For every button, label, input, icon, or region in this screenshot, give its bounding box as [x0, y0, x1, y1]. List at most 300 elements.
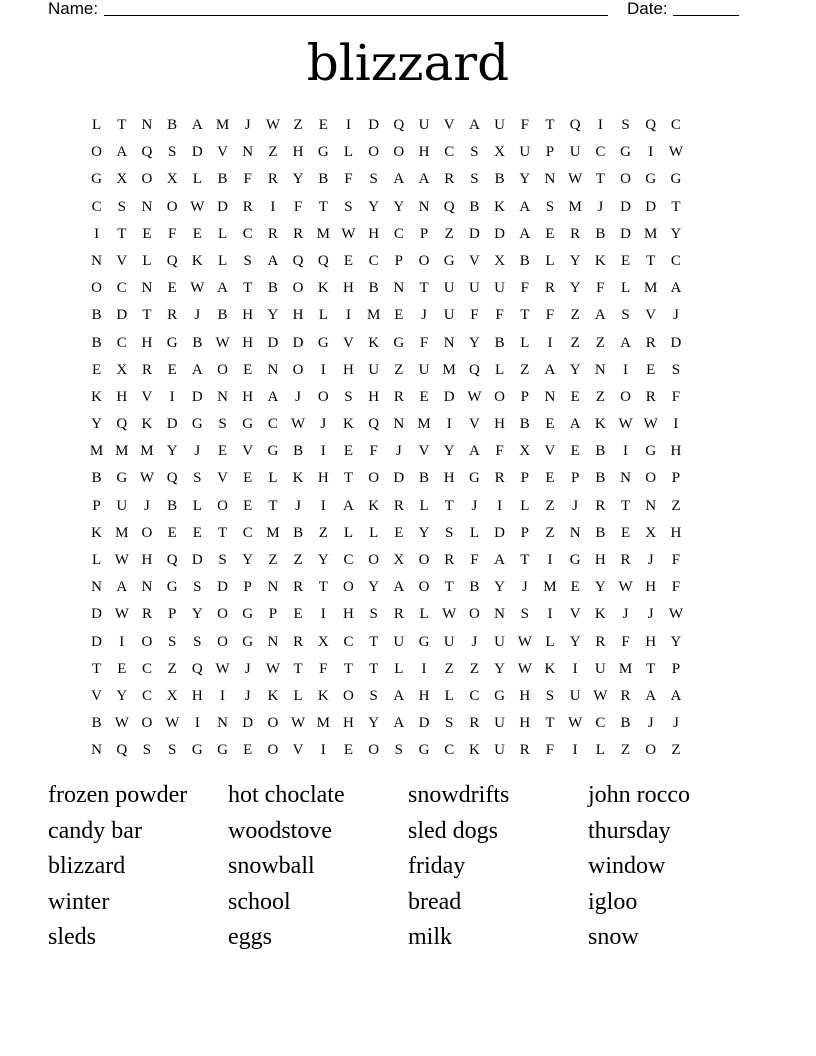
grid-letter: V [645, 307, 657, 324]
grid-letter: R [267, 225, 278, 242]
letter-grid [84, 112, 744, 765]
grid-letter: W [114, 552, 129, 568]
grid-letter: Y [494, 660, 506, 677]
grid-letter: Y [191, 606, 203, 623]
grid-letter: R [267, 171, 278, 188]
grid-letter: J [672, 307, 679, 324]
grid-letter: G [443, 252, 455, 269]
grid-letter: S [167, 742, 177, 759]
grid-letter: T [369, 633, 379, 650]
grid-letter: M [644, 225, 658, 242]
grid-letter: C [393, 225, 404, 242]
grid-letter: L [520, 497, 530, 514]
grid-letter: I [572, 742, 578, 759]
grid-letter: A [217, 280, 228, 297]
grid-row [84, 683, 744, 710]
word-bank-item: sleds [48, 924, 96, 950]
grid-letter: L [419, 497, 429, 514]
grid-letter: O [418, 579, 430, 596]
grid-letter: D [191, 144, 203, 161]
grid-letter: E [570, 388, 580, 405]
grid-letter: J [295, 497, 302, 514]
grid-letter: K [317, 280, 329, 297]
grid-letter: H [368, 225, 380, 242]
grid-letter: D [191, 552, 203, 568]
grid-letter: W [467, 388, 482, 405]
grid-letter: N [217, 388, 228, 405]
grid-letter: J [144, 497, 150, 514]
grid-letter: P [92, 497, 101, 514]
grid-letter: C [595, 144, 606, 161]
grid-letter: R [293, 225, 304, 242]
grid-letter: D [292, 334, 304, 351]
grid-letter: W [341, 225, 356, 242]
grid-letter: U [569, 687, 581, 704]
grid-letter: Z [444, 225, 454, 242]
grid-letter: T [595, 171, 605, 188]
grid-letter: G [191, 742, 203, 759]
grid-letter: W [442, 606, 457, 623]
grid-letter: O [418, 552, 430, 568]
grid-letter: J [647, 552, 654, 568]
grid-letter: T [318, 198, 328, 215]
grid-letter: H [292, 307, 304, 324]
grid-letter: J [395, 443, 402, 460]
grid-letter: E [167, 361, 177, 378]
grid-letter: D [670, 334, 682, 351]
grid-letter: H [317, 470, 329, 487]
grid-letter: S [344, 388, 353, 405]
grid-letter: H [242, 307, 254, 324]
grid-letter: J [471, 633, 478, 650]
grid-letter: G [317, 334, 329, 351]
grid-letter: F [596, 280, 605, 297]
grid-letter: L [92, 117, 102, 133]
grid-letter: W [114, 606, 129, 623]
grid-letter: U [494, 742, 506, 759]
grid-letter: W [215, 660, 230, 677]
grid-letter: G [620, 144, 631, 161]
grid-letter: I [169, 388, 175, 405]
grid-letter: Q [443, 198, 455, 215]
grid-letter: L [394, 660, 404, 677]
grid-letter: O [217, 497, 228, 514]
grid-letter: G [645, 443, 657, 460]
grid-letter: A [594, 307, 606, 324]
grid-letter: P [268, 606, 278, 623]
grid-letter: I [345, 117, 351, 133]
grid-letter: A [519, 225, 531, 242]
grid-letter: S [394, 742, 404, 759]
grid-letter: X [166, 687, 178, 704]
grid-letter: N [267, 361, 279, 378]
grid-letter: K [343, 416, 354, 433]
grid-letter: U [468, 280, 480, 297]
grid-letter: A [670, 280, 682, 297]
grid-letter: T [620, 497, 631, 514]
grid-row [84, 166, 744, 193]
grid-letter: A [343, 497, 354, 514]
grid-letter: J [597, 198, 604, 215]
grid-letter: L [520, 334, 530, 351]
grid-letter: T [646, 660, 656, 677]
grid-letter: G [494, 687, 506, 704]
grid-letter: N [594, 361, 606, 378]
grid-letter: E [192, 524, 202, 541]
grid-letter: E [545, 225, 555, 242]
grid-letter: A [393, 171, 405, 188]
word-bank-item: blizzard [48, 853, 126, 879]
grid-row [84, 112, 744, 139]
grid-letter: L [268, 470, 278, 487]
grid-letter: S [621, 307, 630, 324]
grid-letter: I [497, 497, 503, 514]
grid-letter: C [444, 742, 455, 759]
grid-letter: T [318, 579, 328, 596]
grid-letter: S [167, 144, 177, 161]
grid-letter: D [645, 198, 657, 215]
grid-letter: Y [443, 443, 455, 460]
grid-letter: V [544, 443, 556, 460]
grid-letter: K [544, 660, 556, 677]
grid-letter: S [621, 117, 630, 133]
grid-letter: R [293, 579, 304, 596]
grid-letter: K [594, 606, 606, 623]
grid-letter: S [218, 416, 227, 433]
grid-letter: T [545, 715, 555, 732]
word-bank-item: thursday [588, 817, 671, 844]
grid-letter: B [167, 117, 178, 133]
grid-letter: H [242, 334, 254, 351]
grid-letter: G [670, 171, 682, 188]
grid-letter: L [343, 524, 354, 541]
word-bank-item: snow [588, 924, 639, 950]
grid-letter: J [521, 579, 528, 596]
grid-letter: X [494, 144, 506, 161]
grid-letter: H [594, 552, 606, 568]
grid-letter: E [620, 524, 631, 541]
grid-letter: F [369, 443, 378, 460]
grid-letter: N [418, 198, 430, 215]
grid-letter: U [569, 144, 581, 161]
grid-letter: R [645, 334, 656, 351]
grid-letter: I [320, 443, 326, 460]
grid-letter: O [317, 388, 329, 405]
grid-letter: D [116, 307, 128, 324]
grid-letter: G [242, 606, 254, 623]
grid-letter: E [646, 361, 656, 378]
grid-letter: G [418, 742, 430, 759]
grid-letter: H [141, 552, 153, 568]
grid-letter: B [519, 416, 530, 433]
grid-letter: Y [292, 171, 304, 188]
grid-letter: I [673, 416, 679, 433]
date-label: Date: [627, 0, 668, 18]
grid-letter: O [217, 361, 228, 378]
grid-letter: G [116, 470, 128, 487]
grid-letter: L [293, 687, 303, 704]
grid-letter: Z [620, 742, 631, 759]
grid-letter: J [647, 606, 654, 623]
grid-letter: E [545, 470, 555, 487]
grid-letter: N [217, 715, 228, 732]
word-bank-item: hot choclate [228, 782, 345, 808]
grid-letter: W [517, 633, 532, 650]
grid-letter: R [167, 307, 178, 324]
grid-letter: P [570, 470, 580, 487]
grid-letter: O [620, 388, 631, 405]
grid-letter: Z [293, 552, 303, 568]
grid-letter: B [91, 715, 102, 732]
grid-letter: S [545, 198, 555, 215]
grid-letter: Z [318, 524, 328, 541]
grid-letter: O [267, 715, 279, 732]
grid-letter: P [520, 524, 529, 541]
grid-letter: A [670, 687, 682, 704]
grid-letter: X [317, 633, 329, 650]
grid-letter: L [495, 361, 505, 378]
grid-letter: V [468, 252, 480, 269]
grid-letter: R [293, 633, 304, 650]
grid-letter: D [620, 198, 631, 215]
grid-letter: U [494, 715, 506, 732]
grid-letter: B [469, 579, 480, 596]
grid-letter: B [494, 334, 505, 351]
grid-letter: T [444, 579, 454, 596]
grid-letter: E [343, 252, 354, 269]
grid-letter: P [520, 388, 529, 405]
word-bank-item: school [228, 888, 291, 915]
grid-row [84, 275, 744, 302]
grid-letter: H [519, 687, 531, 704]
grid-letter: J [295, 388, 302, 405]
grid-letter: H [292, 144, 304, 161]
grid-letter: U [494, 280, 506, 297]
grid-letter: G [166, 334, 178, 351]
grid-letter: K [468, 742, 480, 759]
grid-letter: W [291, 416, 306, 433]
grid-letter: B [192, 334, 203, 351]
grid-letter: B [293, 524, 304, 541]
grid-letter: X [494, 252, 506, 269]
grid-letter: D [91, 606, 103, 623]
grid-letter: V [116, 252, 128, 269]
grid-letter: B [267, 280, 278, 297]
grid-letter: D [191, 388, 203, 405]
grid-letter: F [293, 198, 303, 215]
grid-letter: O [141, 715, 153, 732]
grid-letter: O [267, 742, 279, 759]
grid-letter: E [192, 225, 202, 242]
grid-letter: B [368, 280, 379, 297]
grid-letter: I [623, 361, 629, 378]
grid-letter: T [545, 117, 555, 133]
grid-letter: B [217, 171, 228, 188]
grid-letter: N [91, 252, 103, 269]
grid-letter: V [242, 443, 254, 460]
grid-letter: W [643, 416, 658, 433]
grid-letter: I [194, 715, 200, 732]
grid-letter: Z [444, 660, 454, 677]
grid-letter: L [419, 606, 429, 623]
grid-letter: H [418, 687, 430, 704]
grid-letter: H [141, 334, 153, 351]
grid-letter: C [141, 660, 152, 677]
grid-letter: L [318, 307, 328, 324]
grid-letter: E [620, 252, 631, 269]
grid-letter: V [443, 117, 455, 133]
grid-letter: U [443, 280, 455, 297]
grid-letter: B [469, 198, 480, 215]
grid-letter: F [671, 388, 681, 405]
grid-letter: E [243, 361, 253, 378]
grid-letter: I [547, 606, 553, 623]
grid-letter: N [141, 280, 153, 297]
grid-letter: J [672, 715, 679, 732]
grid-letter: S [520, 606, 529, 623]
grid-letter: T [419, 280, 429, 297]
grid-letter: G [217, 742, 228, 759]
grid-letter: A [116, 144, 128, 161]
grid-letter: O [217, 633, 228, 650]
grid-letter: B [167, 497, 178, 514]
grid-letter: J [244, 687, 251, 704]
grid-letter: N [141, 579, 153, 596]
grid-letter: Z [570, 307, 580, 324]
grid-letter: Q [468, 361, 480, 378]
grid-letter: U [116, 497, 128, 514]
grid-letter: G [166, 579, 178, 596]
grid-letter: T [343, 470, 354, 487]
grid-letter: C [242, 225, 253, 242]
grid-letter: R [141, 361, 152, 378]
grid-letter: T [520, 552, 530, 568]
grid-letter: Q [116, 416, 128, 433]
grid-letter: A [267, 388, 279, 405]
grid-letter: O [368, 742, 380, 759]
grid-letter: T [92, 660, 102, 677]
grid-letter: R [393, 606, 404, 623]
grid-letter: F [520, 280, 529, 297]
grid-letter: J [647, 715, 654, 732]
grid-letter: A [418, 171, 430, 188]
grid-letter: W [668, 606, 683, 623]
grid-letter: E [117, 660, 127, 677]
grid-letter: E [142, 225, 152, 242]
grid-letter: N [645, 497, 657, 514]
grid-letter: H [343, 606, 354, 623]
grid-letter: S [344, 198, 353, 215]
grid-letter: E [318, 117, 328, 133]
grid-letter: P [520, 470, 529, 487]
grid-letter: J [572, 497, 579, 514]
grid-letter: S [470, 171, 479, 188]
grid-letter: I [446, 416, 452, 433]
grid-letter: Y [670, 633, 682, 650]
grid-letter: O [141, 171, 153, 188]
grid-letter: N [544, 388, 556, 405]
grid-letter: Q [292, 252, 304, 269]
grid-letter: F [495, 307, 504, 324]
grid-letter: N [267, 633, 279, 650]
grid-letter: H [418, 144, 430, 161]
grid-letter: P [394, 252, 404, 269]
word-bank-item: winter [48, 888, 110, 915]
grid-letter: L [469, 524, 479, 541]
grid-letter: Q [116, 742, 128, 759]
grid-letter: P [671, 470, 681, 487]
grid-letter: W [190, 280, 205, 297]
grid-letter: O [418, 252, 430, 269]
grid-letter: V [91, 687, 103, 704]
grid-letter: G [393, 334, 405, 351]
grid-letter: L [444, 687, 454, 704]
grid-letter: N [267, 579, 279, 596]
grid-letter: U [443, 307, 455, 324]
grid-letter: A [544, 361, 556, 378]
grid-letter: E [243, 470, 253, 487]
grid-letter: K [368, 497, 380, 514]
grid-letter: L [217, 252, 228, 269]
grid-letter: T [444, 497, 454, 514]
grid-letter: E [167, 280, 177, 297]
grid-letter: C [343, 633, 354, 650]
grid-letter: K [292, 470, 304, 487]
grid-letter: Z [545, 524, 555, 541]
grid-letter: D [494, 524, 506, 541]
grid-letter: S [193, 633, 202, 650]
grid-letter: B [519, 252, 530, 269]
grid-letter: B [217, 307, 228, 324]
grid-row [84, 221, 744, 248]
grid-letter: I [547, 552, 553, 568]
grid-letter: A [393, 687, 405, 704]
grid-letter: P [243, 579, 252, 596]
grid-letter: A [645, 687, 657, 704]
grid-letter: I [345, 307, 351, 324]
grid-letter: N [620, 470, 631, 487]
grid-letter: H [494, 416, 506, 433]
grid-letter: H [670, 524, 682, 541]
grid-letter: F [470, 307, 479, 324]
grid-letter: M [89, 443, 104, 460]
grid-letter: D [217, 198, 228, 215]
grid-letter: I [220, 687, 226, 704]
grid-letter: L [369, 524, 379, 541]
grid-letter: D [494, 225, 506, 242]
grid-letter: A [468, 443, 480, 460]
grid-letter: K [594, 252, 606, 269]
grid-letter: O [91, 280, 103, 297]
grid-letter: Y [393, 198, 405, 215]
grid-letter: Q [569, 117, 581, 133]
grid-letter: D [217, 579, 228, 596]
grid-letter: B [494, 171, 505, 188]
grid-letter: R [393, 497, 404, 514]
grid-letter: G [569, 552, 581, 568]
grid-letter: D [620, 225, 631, 242]
grid-letter: W [265, 117, 280, 133]
grid-letter: J [194, 307, 201, 324]
grid-letter: O [292, 280, 304, 297]
grid-letter: Z [167, 660, 177, 677]
grid-letter: S [167, 633, 177, 650]
word-bank [48, 778, 768, 956]
grid-letter: N [91, 579, 103, 596]
grid-letter: X [519, 443, 531, 460]
grid-letter: I [597, 117, 603, 133]
grid-letter: B [595, 225, 606, 242]
